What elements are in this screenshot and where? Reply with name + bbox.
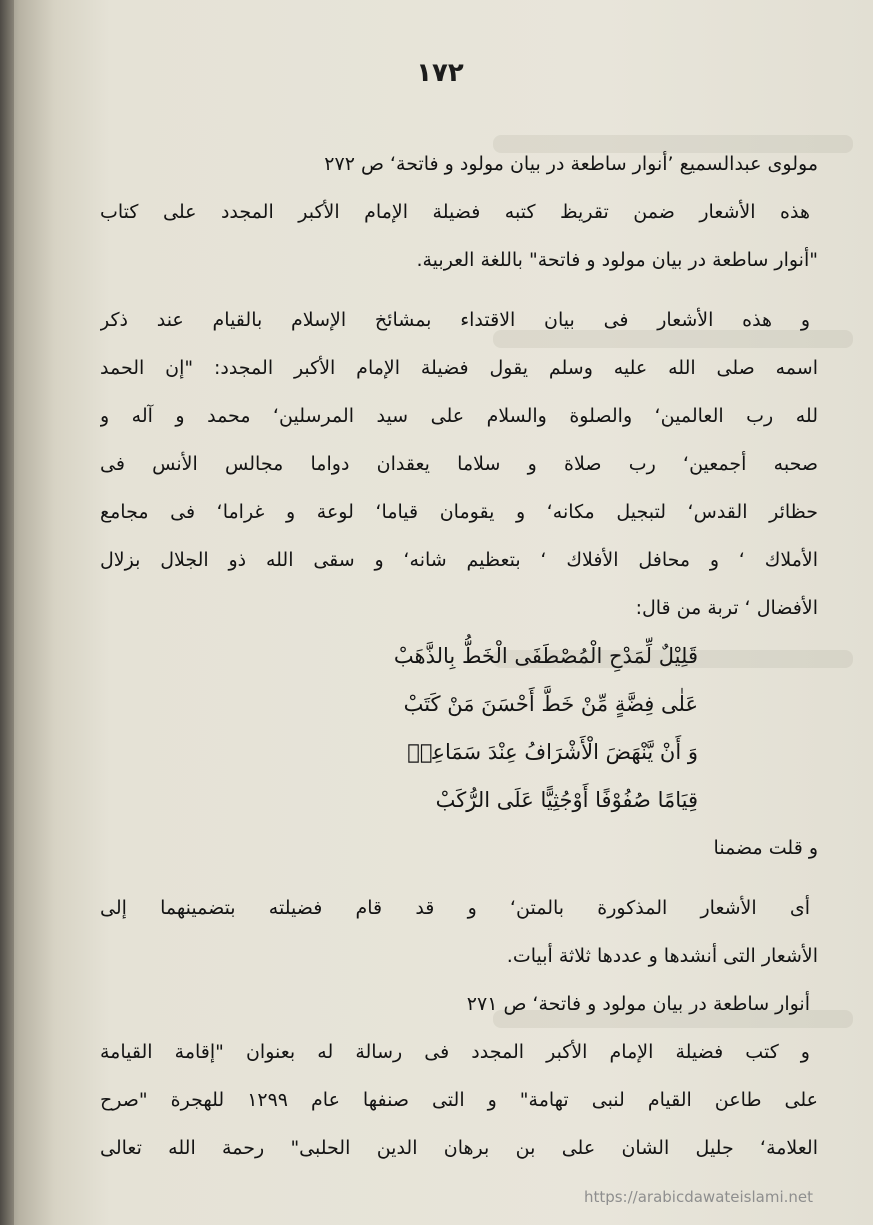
text-line: هذه الأشعار ضمن تقریظ كتبه فضیلة الإمام الأكبر المجدد على كتاب	[100, 201, 810, 223]
text-line: أی الأشعار المذكورة بالمتن‘ و قد قام فضیلته بتضمینهما إلى	[100, 897, 810, 919]
verse-line: قَلِيْلٌ لِّمَدْحِ الْمُصْطَفَى الْخَطُّ بِالذَّهَبْ	[393, 644, 698, 668]
text-line: الأفضال ‘ تربة من قال:	[635, 597, 818, 619]
text-line: الأشعار التی أنشدها و عددها ثلاثة أبیات.	[506, 945, 818, 967]
text-line: الأملاك ‘ و محافل الأفلاك ‘ بتعظیم شانه‘ و سقى الله ذو الجلال بزلال	[100, 549, 818, 571]
verse-line: عَلٰى فِضَّةٍ مِّنْ خَطَّ أَحْسَنَ مَنْ كَتَبْ	[403, 692, 698, 716]
body-text	[100, 140, 818, 1172]
text-line: "أنوار ساطعة در بیان مولود و فاتحة" باللغة العربیة.	[416, 249, 818, 271]
verse-line: قِيَامًا صُفُوْفًا أَوْجُثِيًّا عَلَى الرُّكَبْ	[435, 788, 698, 812]
footnote-line	[100, 140, 818, 188]
page-number: ١٧٢	[416, 58, 464, 88]
text-line: و قلت مضمنا	[713, 837, 818, 859]
text-line: لله رب العالمین‘ والصلوة والسلام على سید المرسلین‘ محمد و آله و	[100, 405, 818, 427]
text-line: على طاعن القیام لنبی تهامة" و التی صنفها عام ١٢٩٩ للهجرة "صرح	[100, 1089, 818, 1111]
text-line: و كتب فضیلة الإمام الأكبر المجدد فی رسالة له بعنوان "إقامة القیامة	[100, 1041, 810, 1063]
text-line: العلامة‘ جلیل الشان على بن برهان الدین الحلبی" رحمة الله تعالى	[100, 1137, 818, 1159]
verse-line: وَ أَنْ يَّنْهَضَ الْأَشْرَافُ عِنْدَ سَمَاعِهٖ	[407, 740, 698, 764]
text-line: حظائر القدس‘ لتبجیل مكانه‘ و یقومان قیاما‘ لوعة و غراما‘ فی مجامع	[100, 501, 818, 523]
text-line: اسمه صلى الله علیه وسلم یقول فضیلة الإمام الأكبر المجدد: "إن الحمد	[100, 357, 818, 379]
footnote-text: مولوی عبدالسمیع ’أنوار ساطعة در بیان مولود و فاتحة‘ ص ٢٧٢	[324, 153, 818, 175]
book-spine-shadow	[0, 0, 14, 1225]
text-line: صحبه أجمعین‘ رب صلاة و سلاما یعقدان دواما مجالس الأنس فی	[100, 453, 818, 475]
text-line: و هذه الأشعار فی بیان الاقتداء بمشائخ الإسلام بالقیام عند ذکر	[100, 309, 810, 331]
footnote-line: أنوار ساطعة در بیان مولود و فاتحة‘ ص ٢٧١	[466, 993, 810, 1015]
watermark-url: https://arabicdawateislami.net	[583, 1188, 813, 1206]
